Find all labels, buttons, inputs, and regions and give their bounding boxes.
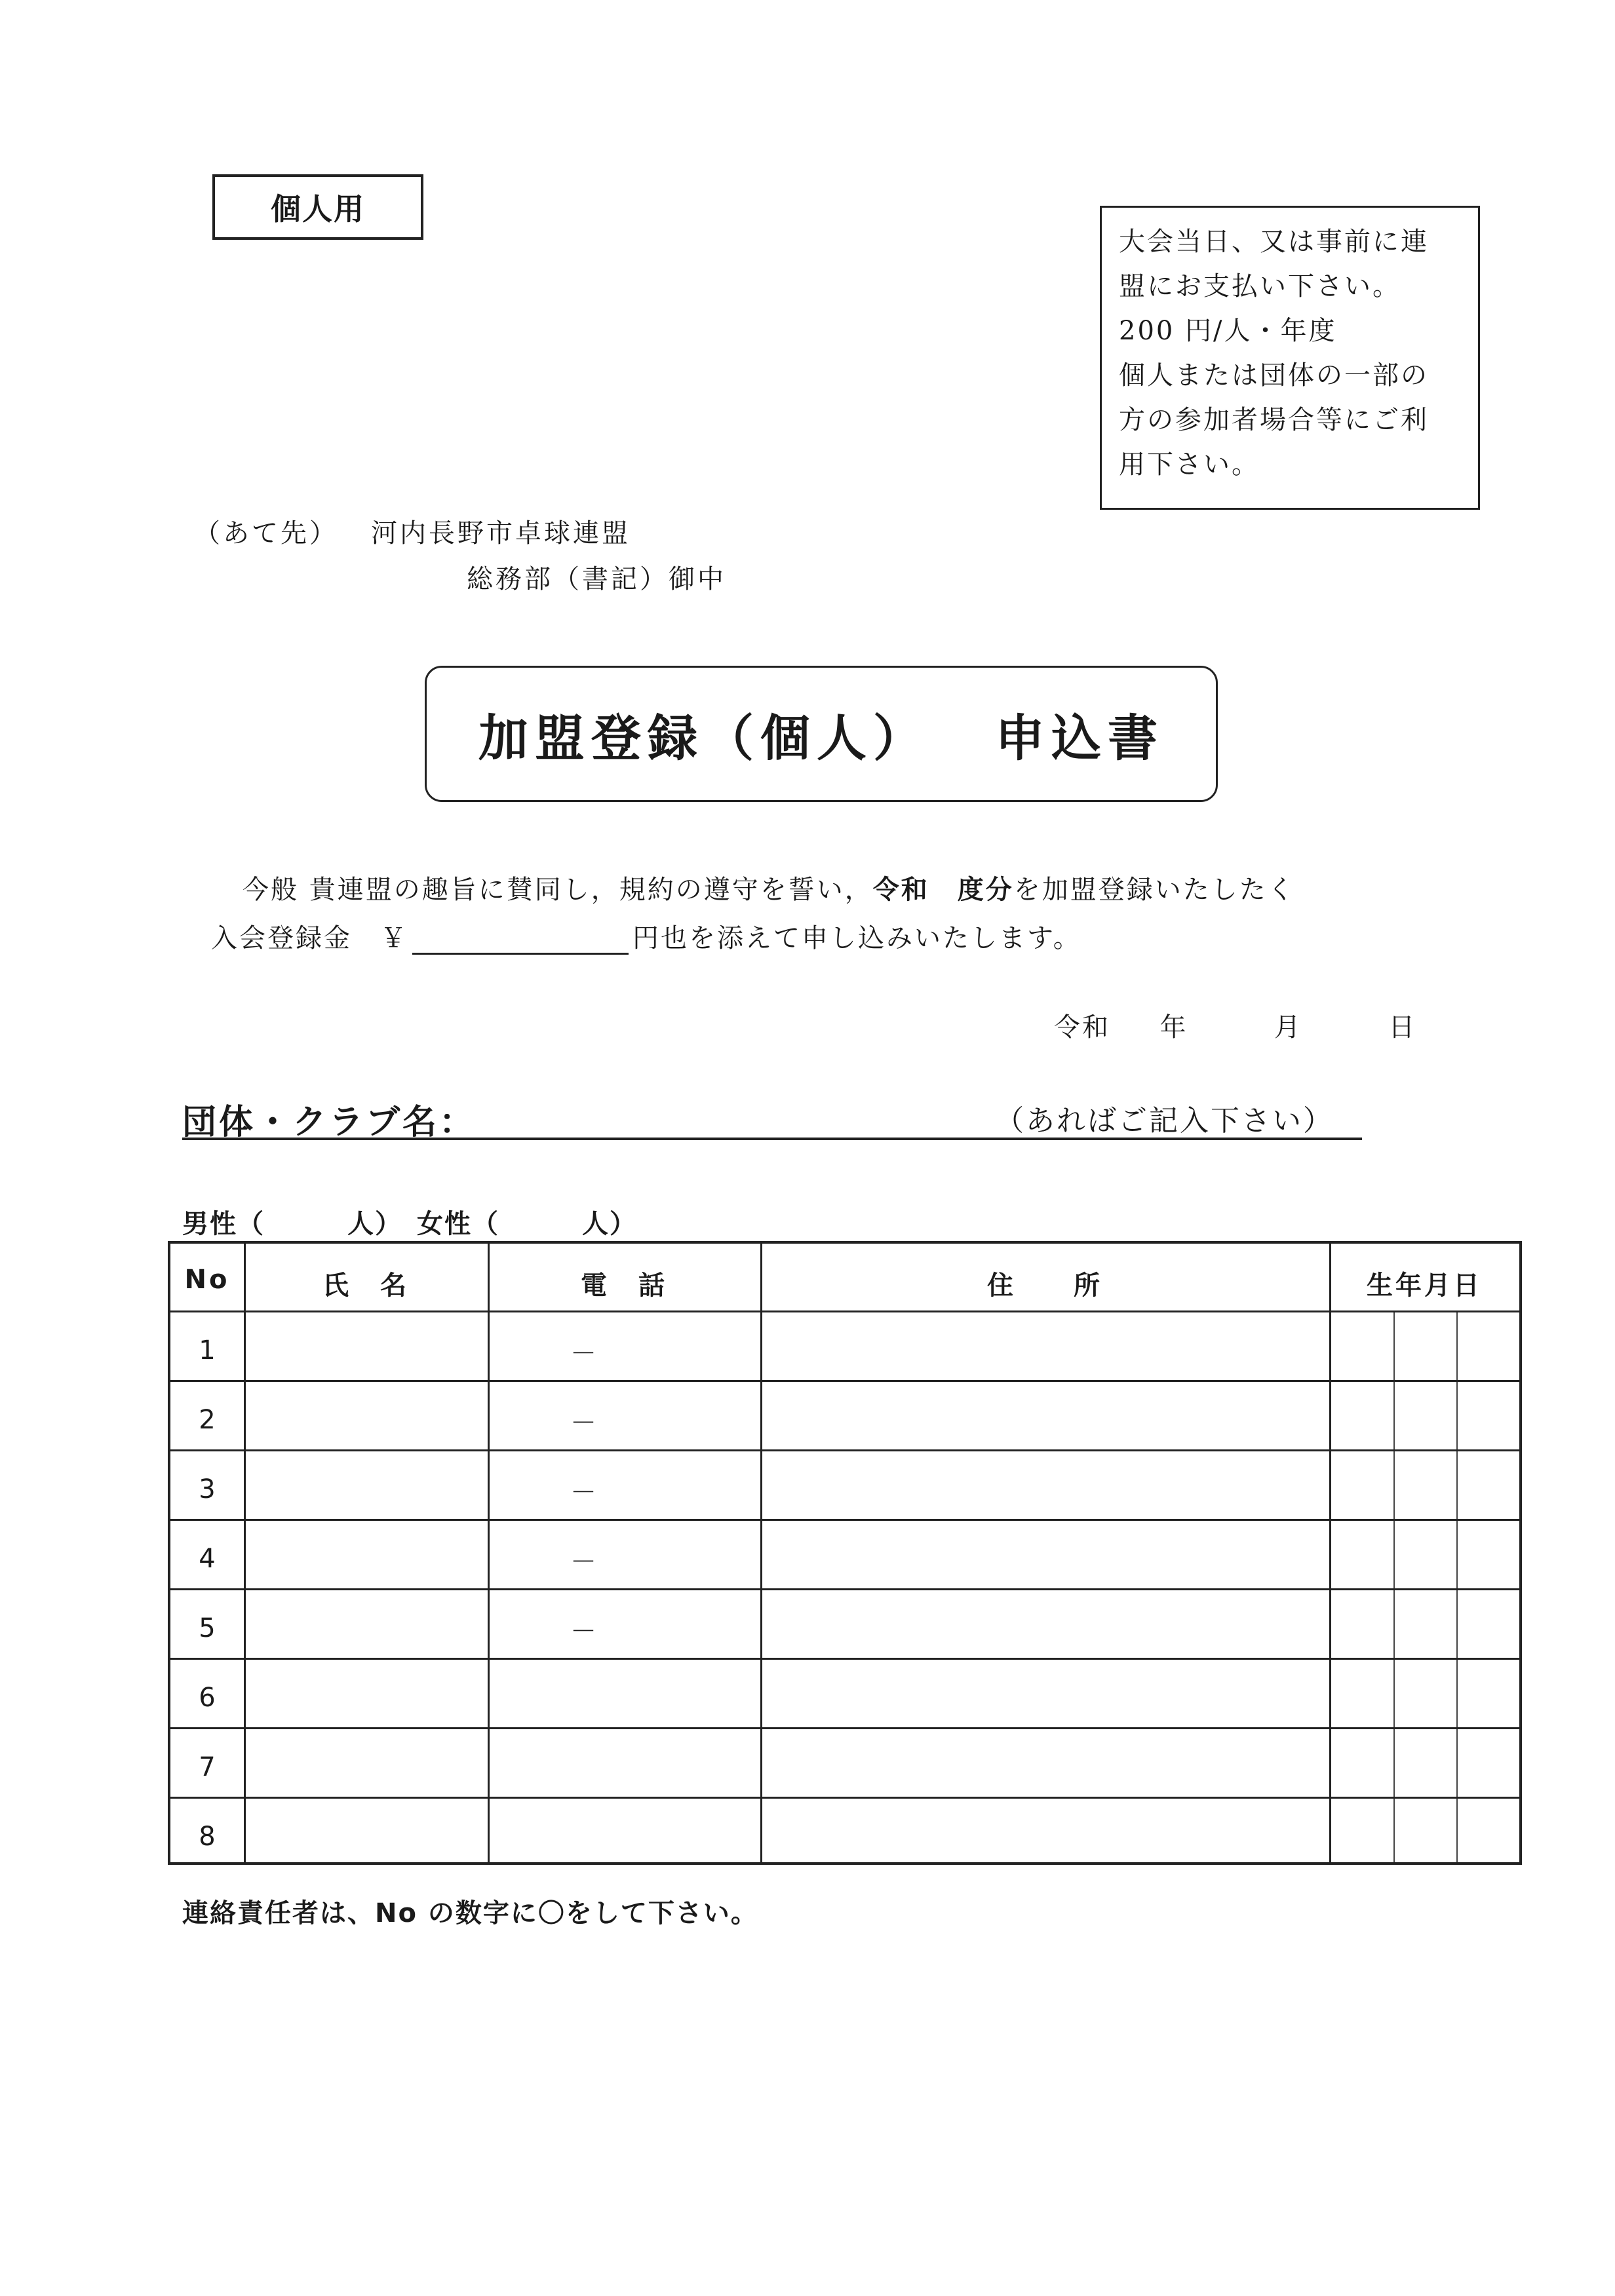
- phone-separator: －: [570, 1408, 596, 1438]
- table-divider: [170, 1519, 1519, 1521]
- addressee-organization: 河内長野市卓球連盟: [371, 518, 631, 548]
- table-divider: [1393, 1311, 1395, 1862]
- date-era: 令和: [1054, 1012, 1110, 1043]
- table-divider: [170, 1449, 1519, 1451]
- statement-text: 今般 貴連盟の趣旨に賛同し，規約の遵守を誓い，: [243, 875, 873, 905]
- notice-line: 盟にお支払い下さい。: [1119, 271, 1401, 301]
- header-no: No: [184, 1265, 230, 1295]
- row-number[interactable]: 5: [199, 1613, 216, 1643]
- row-number[interactable]: 8: [199, 1822, 216, 1852]
- member-table: [168, 1241, 1522, 1865]
- row-number[interactable]: 7: [199, 1752, 216, 1782]
- table-divider: [170, 1311, 1519, 1312]
- phone-separator: －: [570, 1547, 596, 1577]
- phone-separator: －: [570, 1617, 596, 1647]
- contact-person-note: 連絡責任者は、No の数字に〇をして下さい。: [182, 1898, 758, 1928]
- table-divider: [170, 1380, 1519, 1382]
- application-date[interactable]: [1054, 1006, 1416, 1044]
- addressee-department: 総務部（書記）御中: [467, 564, 726, 594]
- header-birthdate: 生年月日: [1367, 1271, 1482, 1301]
- group-name-field[interactable]: [182, 1094, 1362, 1140]
- phone-separator: －: [570, 1339, 596, 1369]
- notice-line: 方の参加者場合等にご利: [1119, 405, 1429, 435]
- table-divider: [170, 1588, 1519, 1590]
- row-number[interactable]: 4: [199, 1544, 216, 1574]
- group-name-note: （あればご記入下さい）: [995, 1104, 1334, 1138]
- statement-text: 円也を添えて申し込みいたします。: [632, 923, 1081, 953]
- header-phone: 電 話: [581, 1271, 667, 1301]
- form-type-label: 個人用: [271, 191, 365, 227]
- header-address: 住 所: [987, 1271, 1102, 1301]
- table-divider: [170, 1658, 1519, 1660]
- table-divider: [760, 1244, 762, 1862]
- form-title: 加盟登録（個人）: [478, 708, 929, 767]
- group-name-label: 団体・クラブ名：: [182, 1103, 477, 1142]
- fee-amount-field[interactable]: [412, 923, 629, 955]
- date-month-label: 月: [1274, 1012, 1302, 1043]
- row-number[interactable]: 6: [199, 1683, 216, 1713]
- notice-line: 大会当日、又は事前に連: [1119, 227, 1429, 257]
- form-type-tag: [212, 174, 423, 240]
- notice-line: 個人または団体の一部の: [1119, 360, 1429, 391]
- table-divider: [1456, 1311, 1458, 1862]
- table-divider: [170, 1727, 1519, 1729]
- table-divider: [488, 1244, 490, 1862]
- gender-count-fields[interactable]: 男性（ 人） 女性（ 人）: [182, 1209, 637, 1239]
- form-title-suffix: 申込書: [995, 708, 1164, 767]
- notice-line: 200 円/人・年度: [1119, 316, 1337, 346]
- date-day-label: 日: [1388, 1012, 1417, 1043]
- table-divider: [244, 1244, 246, 1862]
- fee-label: 入会登録金 ￥: [211, 923, 408, 953]
- row-number[interactable]: 1: [199, 1335, 216, 1366]
- payment-notice-box: [1100, 206, 1480, 510]
- form-title-box: [425, 666, 1218, 802]
- header-name: 氏 名: [322, 1271, 409, 1301]
- statement-text: を加盟登録いたしたく: [1013, 875, 1296, 905]
- table-divider: [170, 1797, 1519, 1799]
- date-year-label: 年: [1159, 1012, 1188, 1043]
- phone-separator: －: [570, 1478, 596, 1508]
- row-number[interactable]: 3: [199, 1474, 216, 1504]
- notice-line: 用下さい。: [1119, 450, 1260, 480]
- fiscal-year-field[interactable]: 令和 度分: [872, 875, 1014, 905]
- table-divider: [1329, 1244, 1331, 1862]
- addressee-label: （あて先）: [194, 518, 338, 548]
- statement-line-1: [243, 869, 1296, 906]
- statement-line-2: [211, 917, 1081, 955]
- row-number[interactable]: 2: [199, 1405, 216, 1435]
